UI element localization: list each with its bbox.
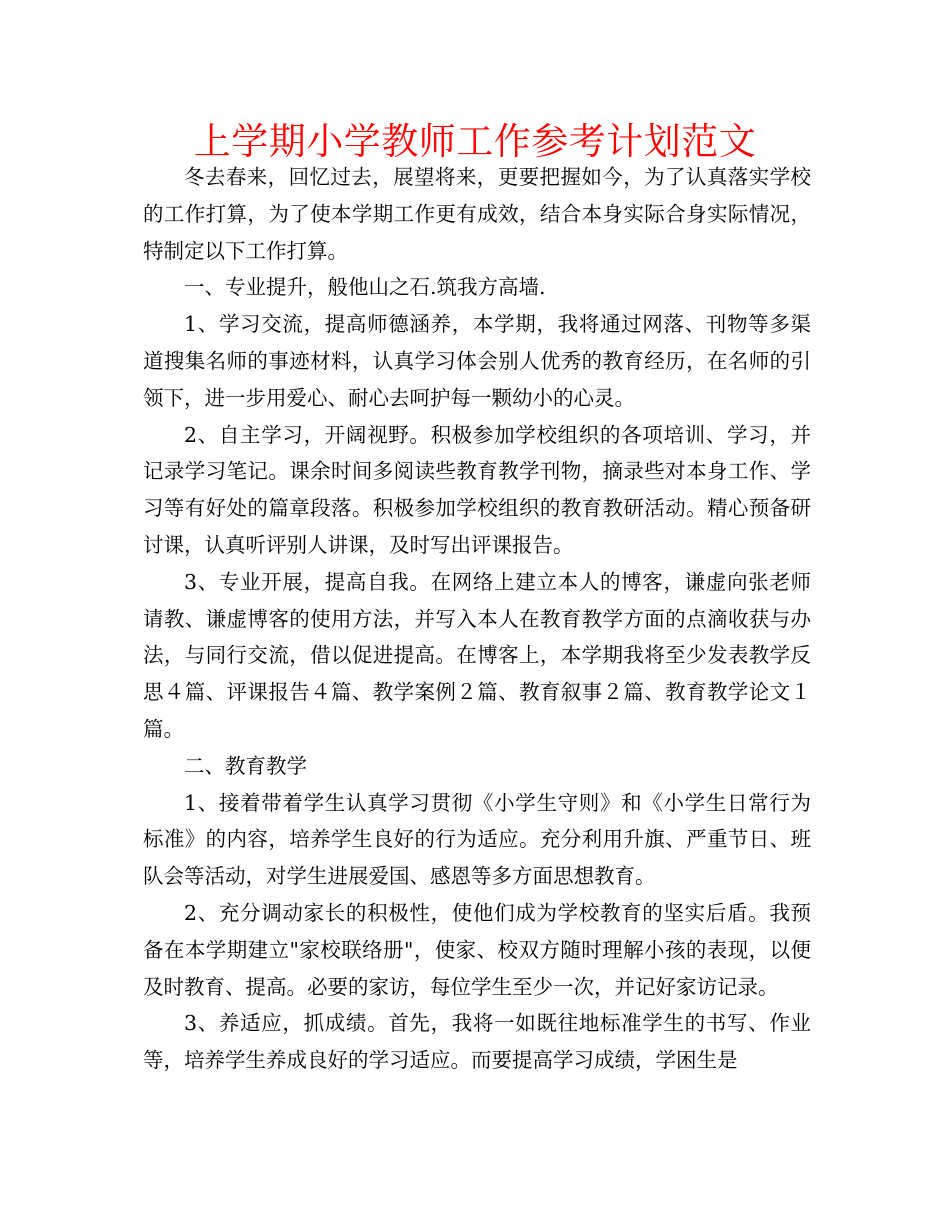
paragraph-item: 2、自主学习，开阔视野。积极参加学校组织的各项培训、学习，并记录学习笔记。课余时间多阅读些教育教学刊物，摘录些对本身工作、学习等有好处的篇章段落。积极参加学校组织的教育教研活动。精心预备研讨课，认真听评别人讲课，及时写出评课报告。 [143, 422, 811, 557]
paragraph-item: 1、学习交流，提高师德涵养，本学期，我将通过网落、刊物等多渠道搜集名师的事迹材料，认真学习体会别人优秀的教育经历，在名师的引领下，进一步用爱心、耐心去呵护每一颗幼小的心灵。 [143, 312, 811, 410]
section-heading-teaching: 二、教育教学 [184, 753, 307, 778]
document-title: 上学期小学教师工作参考计划范文 [193, 120, 757, 163]
section-heading-professional: 一、专业提升，般他山之石.筑我方高墙. [184, 275, 546, 300]
paragraph-item: 3、专业开展，提高自我。在网络上建立本人的博客，谦虚向张老师请教、谦虚博客的使用方法，并写入本人在教育教学方面的点滴收获与办法，与同行交流，借以促进提高。在博客上，本学期我将至少发表教学反思４篇、评课报告４篇、教学案例２篇、教育叙事２篇、教育教学论文１篇。 [143, 569, 811, 741]
document-body [143, 159, 811, 1079]
paragraph-item: 3、养适应，抓成绩。首先，我将一如既往地标准学生的书写、作业等，培养学生养成良好的学习适应。而要提高学习成绩，学困生是 [143, 1011, 811, 1073]
paragraph-intro: 冬去春来，回忆过去，展望将来，更要把握如今，为了认真落实学校的工作打算，为了使本学期工作更有成效，结合本身实际合身实际情况，特制定以下工作打算。 [143, 165, 811, 263]
paragraph-item: 2、充分调动家长的积极性，使他们成为学校教育的坚实后盾。我预备在本学期建立"家校联络册"，使家、校双方随时理解小孩的表现，以便及时教育、提高。必要的家访，每位学生至少一次，并记好家访记录。 [143, 900, 811, 999]
paragraph-item: 1、接着带着学生认真学习贯彻《小学生守则》和《小学生日常行为标准》的内容，培养学生良好的行为适应。充分利用升旗、严重节日、班队会等活动，对学生进展爱国、感恩等多方面思想教育。 [143, 790, 811, 889]
